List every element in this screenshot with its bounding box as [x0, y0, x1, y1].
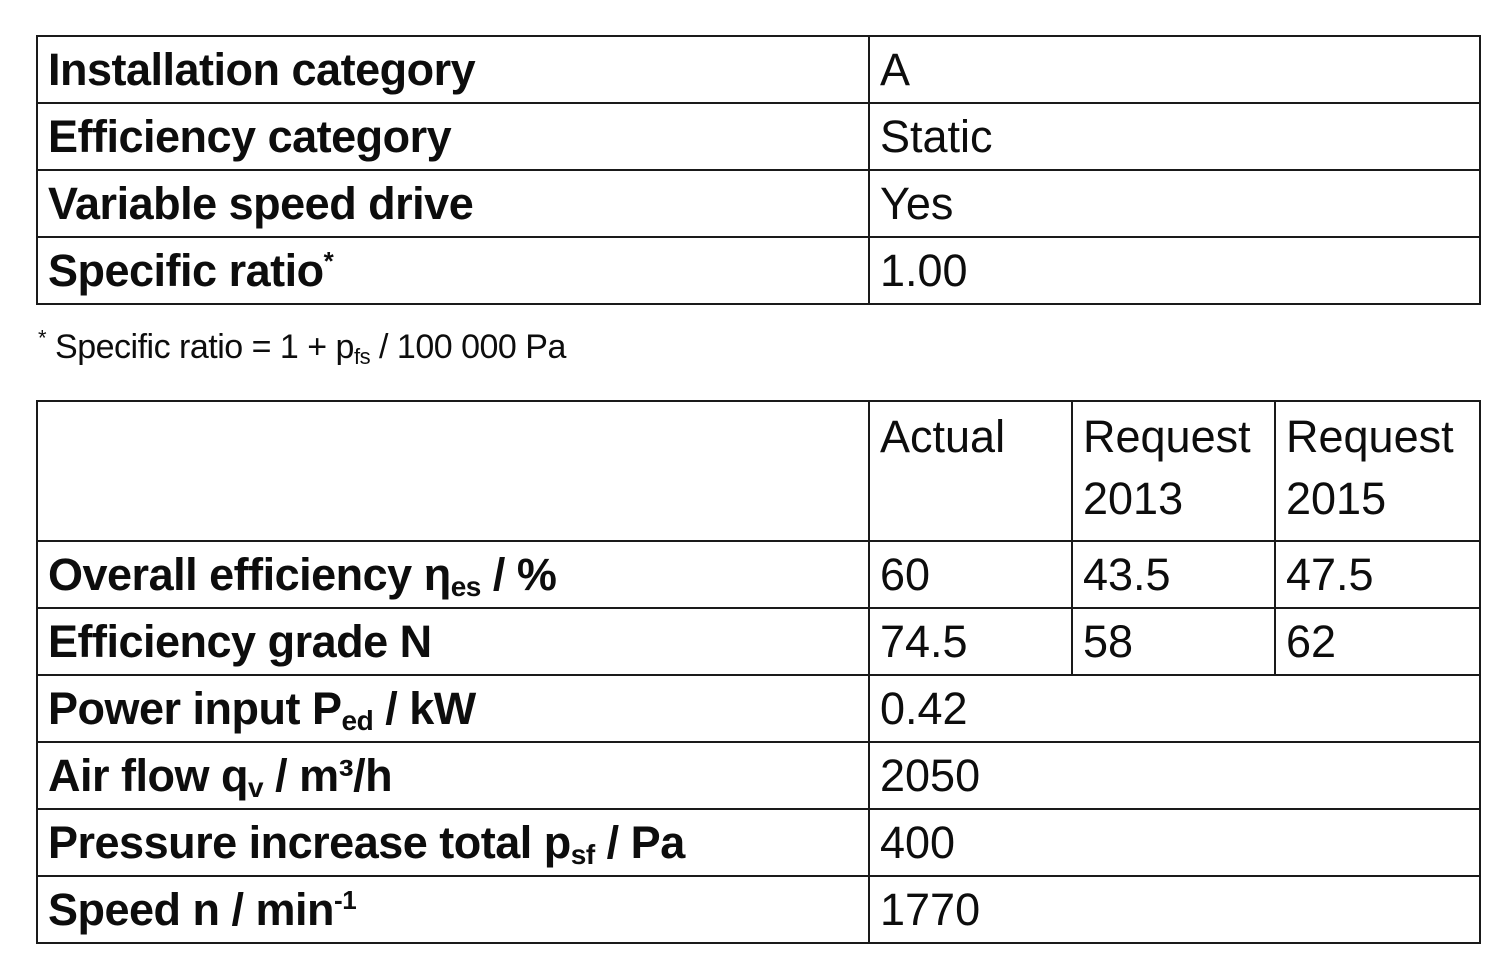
overall-efficiency-request-2013: 43.5: [1072, 541, 1275, 608]
pressure-increase-value: 400: [869, 809, 1480, 876]
overall-efficiency-request-2015: 47.5: [1275, 541, 1480, 608]
footnote: * Specific ratio = 1 + pfs / 100 000 Pa: [38, 325, 566, 369]
table-row: [37, 675, 1480, 742]
table-row: [37, 541, 1480, 608]
table-row: [37, 742, 1480, 809]
efficiency-category-label: Efficiency category: [37, 103, 869, 170]
table-header-row: [37, 401, 1480, 541]
efficiency-grade-label: Efficiency grade N: [37, 608, 869, 675]
table-row: [37, 36, 1480, 103]
general-info-table: [36, 35, 1481, 305]
table-row: [37, 237, 1480, 304]
efficiency-category-value: Static: [869, 103, 1480, 170]
table-row: [37, 876, 1480, 943]
variable-speed-drive-label: Variable speed drive: [37, 170, 869, 237]
variable-speed-drive-value: Yes: [869, 170, 1480, 237]
specific-ratio-label: Specific ratio*: [37, 237, 869, 304]
air-flow-label: Air flow qv / m³/h: [37, 742, 869, 809]
power-input-value: 0.42: [869, 675, 1480, 742]
table-row: [37, 103, 1480, 170]
footnote-marker: *: [323, 245, 334, 276]
efficiency-grade-request-2015: 62: [1275, 608, 1480, 675]
table-row: [37, 809, 1480, 876]
header-request-2013: Request 2013: [1072, 401, 1275, 541]
empty-header-cell: [37, 401, 869, 541]
air-flow-value: 2050: [869, 742, 1480, 809]
table-row: [37, 608, 1480, 675]
overall-efficiency-actual: 60: [869, 541, 1072, 608]
pressure-increase-label: Pressure increase total psf / Pa: [37, 809, 869, 876]
performance-table: [36, 400, 1481, 944]
efficiency-grade-actual: 74.5: [869, 608, 1072, 675]
header-request-2015: Request 2015: [1275, 401, 1480, 541]
overall-efficiency-label: Overall efficiency ηes / %: [37, 541, 869, 608]
table-row: [37, 170, 1480, 237]
specific-ratio-value: 1.00: [869, 237, 1480, 304]
efficiency-grade-request-2013: 58: [1072, 608, 1275, 675]
speed-label: Speed n / $\min^{-1}$: [37, 876, 869, 943]
header-actual: Actual: [869, 401, 1072, 541]
installation-category-value: A: [869, 36, 1480, 103]
speed-value: 1770: [869, 876, 1480, 943]
installation-category-label: Installation category: [37, 36, 869, 103]
power-input-label: Power input Ped / kW: [37, 675, 869, 742]
